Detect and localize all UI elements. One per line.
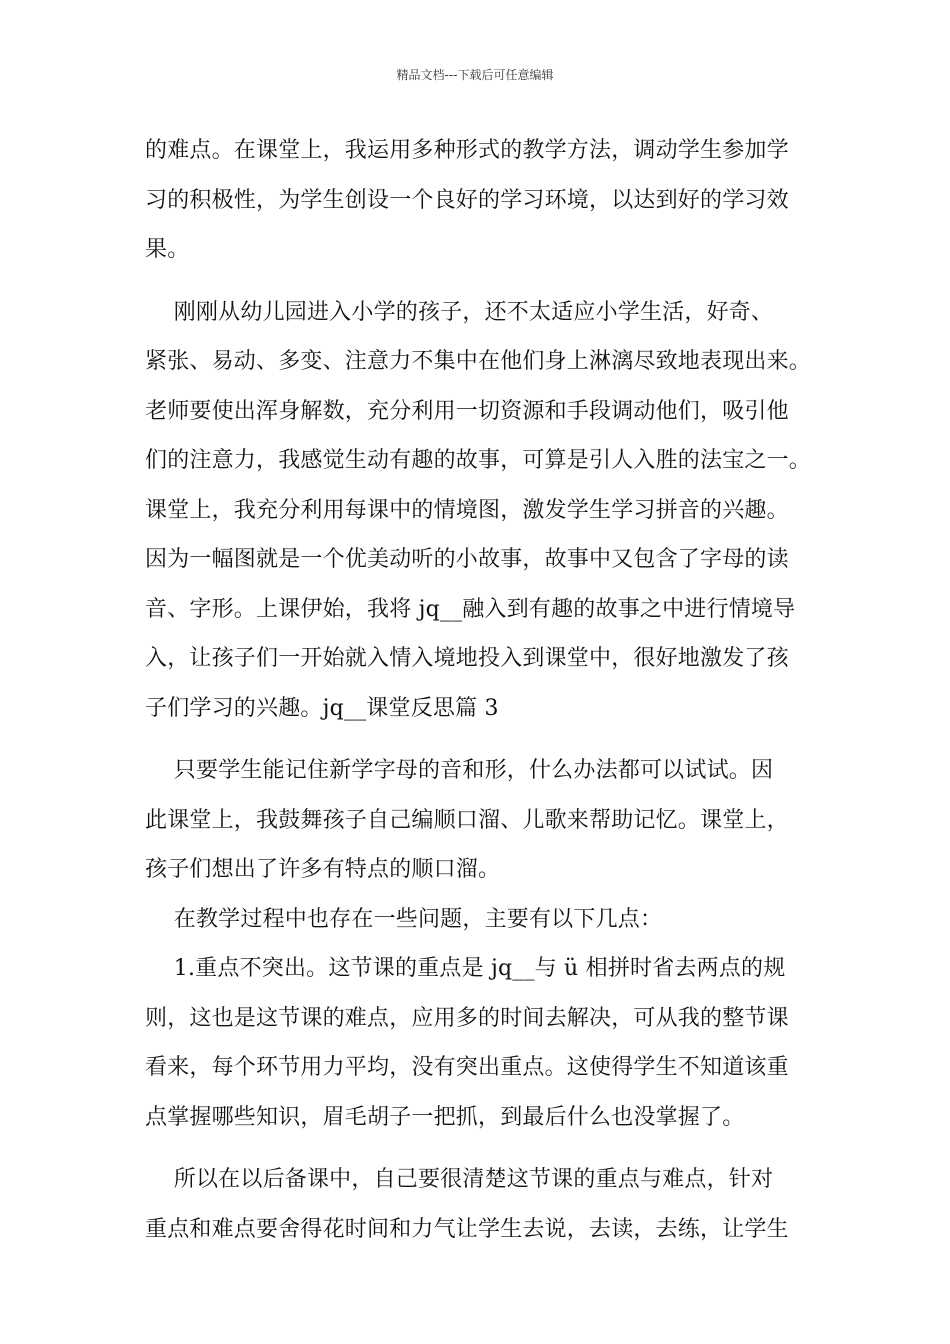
text-line: 音、字形。上课伊始，我将 jq__融入到有趣的故事之中进行情境导 — [145, 596, 796, 622]
paragraph — [145, 944, 810, 1142]
paragraph — [145, 1155, 810, 1254]
text-line: 因为一幅图就是一个优美动听的小故事，故事中又包含了字母的读 — [145, 547, 789, 572]
text-line: 习的积极性，为学生创设一个良好的学习环境，以达到好的学习效 — [145, 187, 789, 213]
paragraph — [145, 895, 810, 945]
text-line: 们的注意力，我感觉生动有趣的故事，可算是引人入胜的法宝之一。 — [145, 448, 812, 473]
paragraph — [145, 746, 810, 895]
text-line: 孩子们想出了许多有特点的顺口溜。 — [145, 857, 501, 882]
text-line: 课堂上，我充分利用每课中的情境图，激发学生学习拼音的兴趣。 — [145, 497, 789, 523]
text-line: 则，这也是这节课的难点，应用多的时间去解决，可从我的整节课 — [145, 1005, 789, 1031]
text-line: 此课堂上，我鼓舞孩子自己编顺口溜、儿歌来帮助记忆。课堂上， — [145, 807, 789, 833]
text-line: 点掌握哪些知识，眉毛胡子一把抓，到最后什么也没掌握了。 — [145, 1104, 745, 1130]
text-line: 的难点。在课堂上，我运用多种形式的教学方法，调动学生参加学 — [145, 138, 789, 163]
text-line: 在教学过程中也存在一些问题，主要有以下几点： — [145, 906, 663, 932]
text-line: 入，让孩子们一开始就入情入境地投入到课堂中，很好地激发了孩 — [145, 646, 789, 671]
document-body — [145, 126, 810, 1254]
text-line: 果。 — [145, 237, 190, 262]
paragraph — [145, 288, 810, 734]
text-line: 刚刚从幼儿园进入小学的孩子，还不太适应小学生活，好奇、 — [145, 299, 774, 325]
text-line: 所以在以后备课中，自己要很清楚这节课的重点与难点，针对 — [145, 1167, 774, 1192]
paragraph — [145, 126, 810, 275]
text-line: 重点和难点要舍得花时间和力气让学生去说，去读，去练，让学生 — [145, 1216, 789, 1242]
text-line: 老师要使出浑身解数，充分利用一切资源和手段调动他们，吸引他 — [145, 398, 789, 424]
page-header: 精品文档---下载后可任意编辑 — [396, 68, 554, 82]
text-line: 紧张、易动、多变、注意力不集中在他们身上淋漓尽致地表现出来。 — [145, 349, 812, 374]
text-line: 1.重点不突出。这节课的重点是 jq__与 ü 相拼时省去两点的规 — [145, 956, 786, 981]
text-line: 只要学生能记住新学字母的音和形，什么办法都可以试试。因 — [145, 758, 774, 783]
text-line: 子们学习的兴趣。jq__课堂反思篇 3 — [145, 695, 499, 721]
text-line: 看来，每个环节用力平均，没有突出重点。这使得学生不知道该重 — [145, 1055, 789, 1080]
